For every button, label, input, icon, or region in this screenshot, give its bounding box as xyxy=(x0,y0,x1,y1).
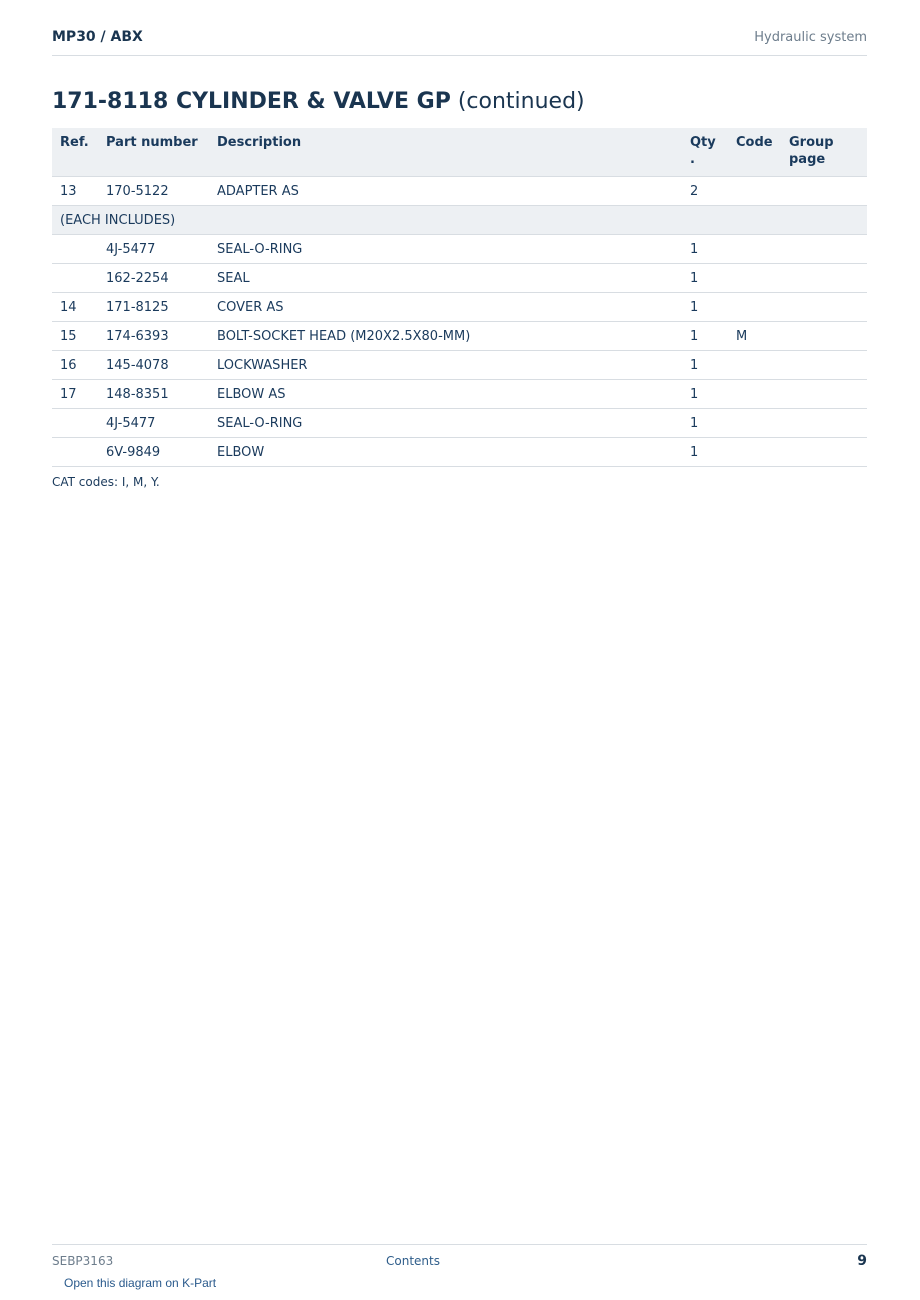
cell-part-number: 162-2254 xyxy=(98,264,209,293)
page-header xyxy=(52,28,867,56)
cell-description: ADAPTER AS xyxy=(209,177,682,206)
cell-part-number: 145-4078 xyxy=(98,351,209,380)
col-header-group-page: Group page xyxy=(781,128,867,177)
cell-code xyxy=(728,264,781,293)
cell-group-page xyxy=(781,235,867,264)
cell-part-number: 4J-5477 xyxy=(98,235,209,264)
cell-ref: 16 xyxy=(52,351,98,380)
cell-group-page xyxy=(781,438,867,467)
cell-description: COVER AS xyxy=(209,293,682,322)
table-row xyxy=(52,322,867,351)
model-breadcrumb: MP30 / ABX xyxy=(52,29,143,45)
cell-code xyxy=(728,293,781,322)
table-row xyxy=(52,438,867,467)
cell-group-page xyxy=(781,409,867,438)
cell-qty: 1 xyxy=(682,351,728,380)
cell-qty: 1 xyxy=(682,409,728,438)
cell-qty: 1 xyxy=(682,235,728,264)
table-row xyxy=(52,409,867,438)
cell-ref xyxy=(52,438,98,467)
cell-description: ELBOW AS xyxy=(209,380,682,409)
table-header-row xyxy=(52,128,867,177)
cell-description: LOCKWASHER xyxy=(209,351,682,380)
section-name: Hydraulic system xyxy=(754,30,867,45)
cell-code xyxy=(728,438,781,467)
page-number: 9 xyxy=(857,1253,867,1269)
parts-table xyxy=(52,128,867,467)
col-header-part-number: Part number xyxy=(98,128,209,177)
includes-label: (EACH INCLUDES) xyxy=(52,206,867,235)
cell-code xyxy=(728,351,781,380)
cell-group-page xyxy=(781,322,867,351)
kpart-link[interactable]: Open this diagram on K-Part xyxy=(64,1276,217,1290)
cell-description: ELBOW xyxy=(209,438,682,467)
cell-code xyxy=(728,409,781,438)
cell-description: SEAL-O-RING xyxy=(209,235,682,264)
col-header-code: Code xyxy=(728,128,781,177)
cell-part-number: 171-8125 xyxy=(98,293,209,322)
cell-group-page xyxy=(781,264,867,293)
cell-group-page xyxy=(781,293,867,322)
page-title xyxy=(52,89,585,114)
cell-ref: 13 xyxy=(52,177,98,206)
table-row xyxy=(52,235,867,264)
table-row xyxy=(52,380,867,409)
cell-description: BOLT-SOCKET HEAD (M20X2.5X80-MM) xyxy=(209,322,682,351)
cell-group-page xyxy=(781,351,867,380)
table-row xyxy=(52,177,867,206)
cell-part-number: 174-6393 xyxy=(98,322,209,351)
cat-codes-note: CAT codes: I, M, Y. xyxy=(52,475,160,489)
cell-part-number: 6V-9849 xyxy=(98,438,209,467)
cell-part-number: 148-8351 xyxy=(98,380,209,409)
cell-description: SEAL-O-RING xyxy=(209,409,682,438)
document-number: SEBP3163 xyxy=(52,1254,114,1268)
cell-ref: 15 xyxy=(52,322,98,351)
title-suffix: (continued) xyxy=(450,89,585,114)
cell-part-number: 170-5122 xyxy=(98,177,209,206)
cell-qty: 2 xyxy=(682,177,728,206)
cell-ref xyxy=(52,264,98,293)
table-row xyxy=(52,351,867,380)
cell-ref xyxy=(52,409,98,438)
cell-qty: 1 xyxy=(682,438,728,467)
cell-qty: 1 xyxy=(682,293,728,322)
cell-group-page xyxy=(781,380,867,409)
col-header-description: Description xyxy=(209,128,682,177)
cell-qty: 1 xyxy=(682,264,728,293)
page-footer xyxy=(52,1244,867,1275)
cell-group-page xyxy=(781,177,867,206)
cell-part-number: 4J-5477 xyxy=(98,409,209,438)
cell-ref: 17 xyxy=(52,380,98,409)
col-header-qty: Qty . xyxy=(682,128,728,177)
table-row xyxy=(52,264,867,293)
includes-row xyxy=(52,206,867,235)
cell-code xyxy=(728,380,781,409)
cell-code: M xyxy=(728,322,781,351)
cell-qty: 1 xyxy=(682,380,728,409)
table-row xyxy=(52,293,867,322)
cell-ref: 14 xyxy=(52,293,98,322)
cell-ref xyxy=(52,235,98,264)
title-group-number: 171-8118 CYLINDER & VALVE GP xyxy=(52,89,451,114)
cell-code xyxy=(728,177,781,206)
contents-link[interactable]: Contents xyxy=(386,1254,440,1268)
col-header-ref: Ref. xyxy=(52,128,98,177)
cell-description: SEAL xyxy=(209,264,682,293)
cell-qty: 1 xyxy=(682,322,728,351)
cell-code xyxy=(728,235,781,264)
